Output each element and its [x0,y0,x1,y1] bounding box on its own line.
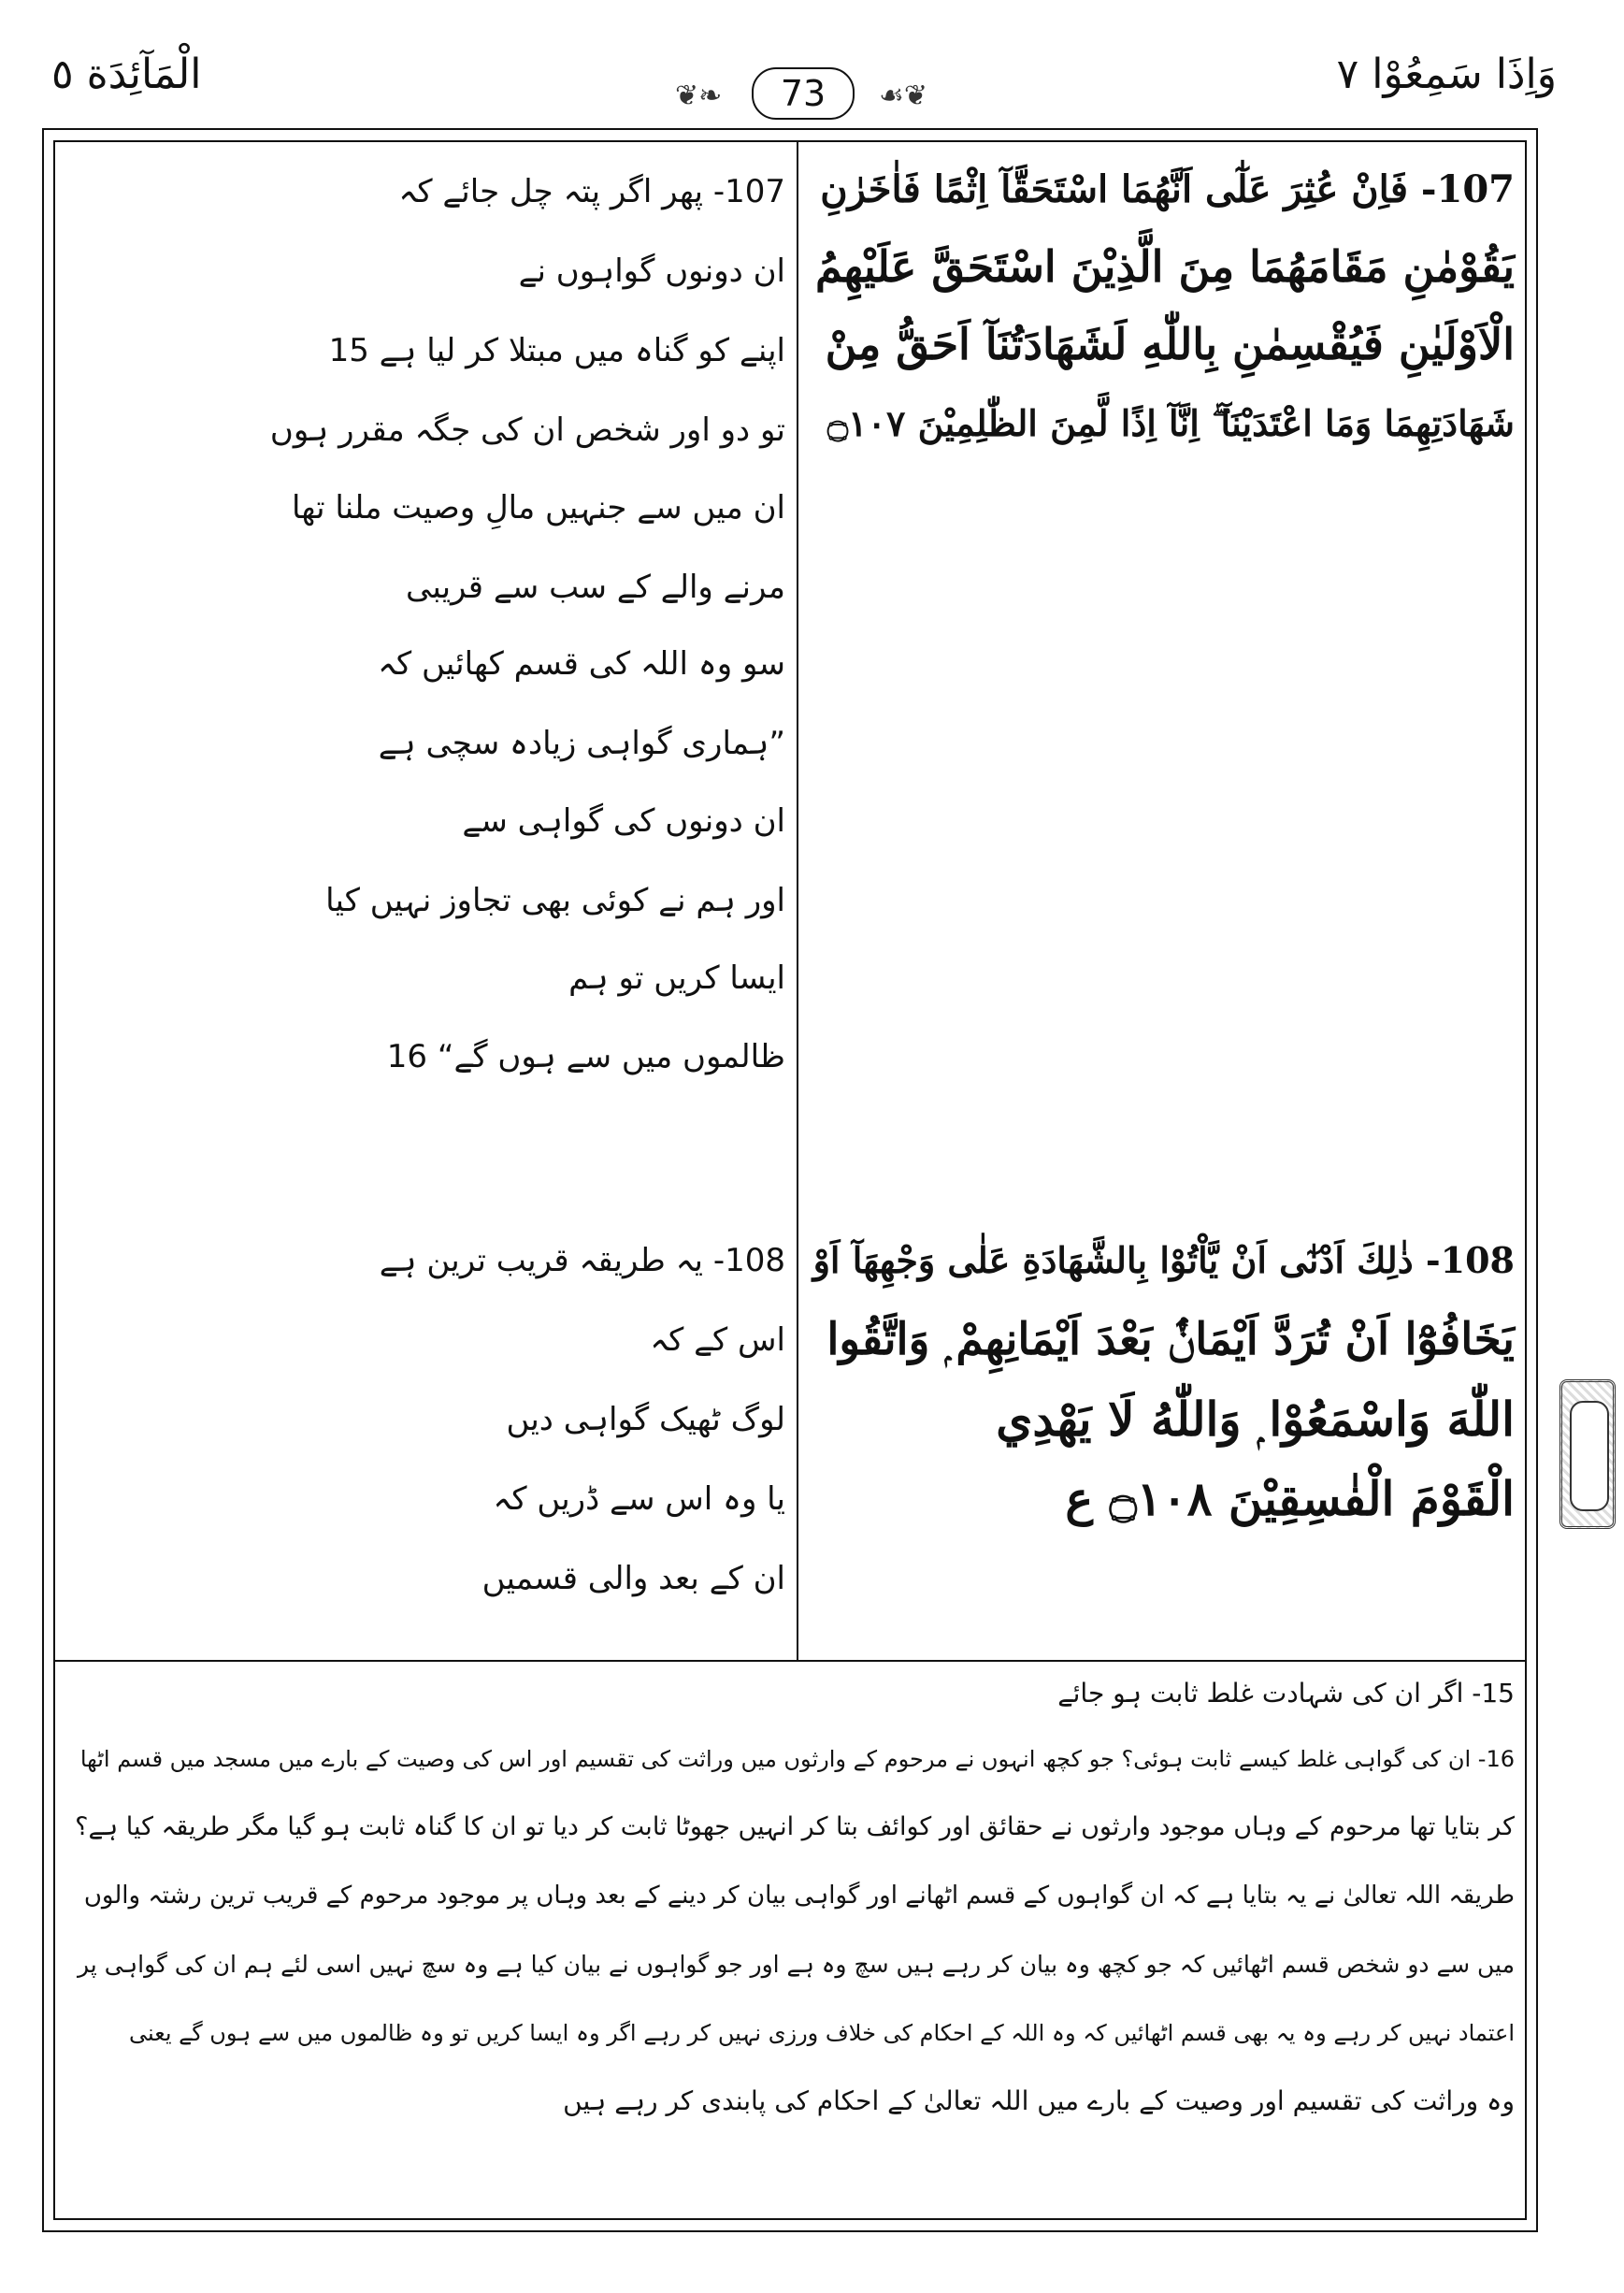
urdu-line: 108- یہ طریقہ قریب ترین ہے [379,1242,785,1279]
urdu-line: اپنے کو گناہ میں مبتلا کر لیا ہے 15 [328,332,785,369]
urdu-line: یا وہ اس سے ڈریں کہ [493,1480,785,1518]
footnote-line: 15- اگر ان کی شہادت غلط ثابت ہو جائے [1057,1678,1515,1709]
footnote-line: میں سے دو شخص قسم اٹھائیں کہ جو کچھ وہ بیان کر رہے ہیں سچ وہ ہے اور جو گواہوں نے بیان کیا ہے وہ سچ نہیں اسی لئے ہم ان کی گواہی پر [78,1951,1515,1978]
urdu-line: اس کے کہ [650,1321,785,1359]
arabic-line: 108- ذٰلِكَ اَدْنٰٓى اَنْ يَّاْتُوْا بِالشَّهَادَةِ عَلٰى وَجْهِهَآ اَوْ [812,1239,1515,1281]
arabic-line: اللّٰهَ وَاسْمَعُوْا ۭ وَاللّٰهُ لَا يَهْدِي [996,1392,1515,1447]
ruku-marker-inner [1570,1401,1609,1511]
ornament-right-icon: ☙❦ [878,79,927,112]
urdu-line: ان دونوں کی گواہی سے [462,802,785,840]
footnote-line: 16- ان کی گواہی غلط کیسے ثابت ہوئی؟ جو کچھ انہوں نے مرحوم کے وارثوں میں وراثت کی تقسیم اور اس کی وصیت کے بارے میں مسجد میں قسم اٹھا [79,1746,1515,1772]
urdu-line: 107- پھر اگر پتہ چل جائے کہ [398,173,785,210]
arabic-line: الْقَوْمَ الْفٰسِقِيْنَ ۝١٠٨ ع [1065,1471,1515,1526]
arabic-line: يَقُوْمٰنِ مَقَامَهُمَا مِنَ الَّذِيْنَ اسْتَحَقَّ عَلَيْهِمُ [815,241,1515,292]
arabic-line: شَهَادَتِهِمَا وَمَا اعْتَدَيْنَآ ۖ اِنَّآ اِذًا لَّمِنَ الظّٰلِمِيْنَ ۝١٠٧ [826,402,1515,444]
footnote-divider [53,1660,1527,1662]
urdu-line: ان دونوں گواہوں نے [518,252,785,290]
column-divider [797,140,798,1660]
urdu-line: لوگ ٹھیک گواہی دیں [506,1401,785,1438]
arabic-line: يَخَافُوْٓا اَنْ تُرَدَّ اَيْمَانٌۢ بَعْدَ اَيْمَانِهِمْ ۭ وَاتَّقُوا [826,1314,1515,1365]
arabic-line: 107- فَاِنْ عُثِرَ عَلٰٓى اَنَّهُمَا اسْتَحَقَّآ اِثْمًا فَاٰخَرٰنِ [820,167,1515,211]
urdu-line: مرنے والے کے سب سے قریبی [405,569,785,606]
surah-name: الْمَآئِدَة ٥ [51,50,202,98]
urdu-line: سو وہ اللہ کی قسم کھائیں کہ [378,645,785,683]
footnote-line: طریقہ اللہ تعالیٰ نے یہ بتایا ہے کہ ان گواہوں کے قسم اٹھانے اور گواہی بیان کر دینے کے بعد وہاں پر موجود مرحوم کے قریب ترین رشتہ والوں [83,1882,1515,1910]
ornament-left-icon: ❦❧ [675,79,723,112]
urdu-line: ”ہماری گواہی زیادہ سچی ہے [378,725,785,762]
page-number: 73 [752,67,855,120]
juz-name: وَاِذَا سَمِعُوْا ٧ [1336,50,1557,98]
urdu-line: اور ہم نے کوئی بھی تجاوز نہیں کیا [325,882,785,919]
footnote-line: اعتماد نہیں کر رہے وہ یہ بھی قسم اٹھائیں کہ وہ اللہ کے احکام کی خلاف ورزی نہیں کر رہے اگر وہ ایسا کریں تو وہ ظالموں میں سے ہوں گے یعنی [129,2020,1515,2046]
urdu-line: ظالموں میں سے ہوں گے“ 16 [386,1038,785,1075]
footnote-line: کر بتایا تھا مرحوم کے وہاں موجود وارثوں نے حقائق اور کوائف بتا کر انہیں جھوٹا ثابت کر دیا تو ان کا گناہ ثابت ہو گیا مگر طریقہ کیا ہے؟ [75,1812,1515,1841]
urdu-line: ایسا کریں تو ہم [568,959,785,997]
urdu-line: ان کے بعد والی قسمیں [481,1560,785,1597]
urdu-line: ان میں سے جنہیں مالِ وصیت ملنا تھا [292,489,785,526]
page-number-ornament [675,64,927,123]
footnote-line: وہ وراثت کی تقسیم اور وصیت کے بارے میں اللہ تعالیٰ کے احکام کی پابندی کر رہے ہیں [563,2085,1515,2116]
urdu-line: تو دو اور شخص ان کی جگہ مقرر ہوں [269,411,785,449]
ruku-marker-icon [1559,1379,1616,1529]
arabic-line: الْاَوْلَيٰنِ فَيُقْسِمٰنِ بِاللّٰهِ لَشَهَادَتُنَآ اَحَقُّ مِنْ [825,319,1515,369]
